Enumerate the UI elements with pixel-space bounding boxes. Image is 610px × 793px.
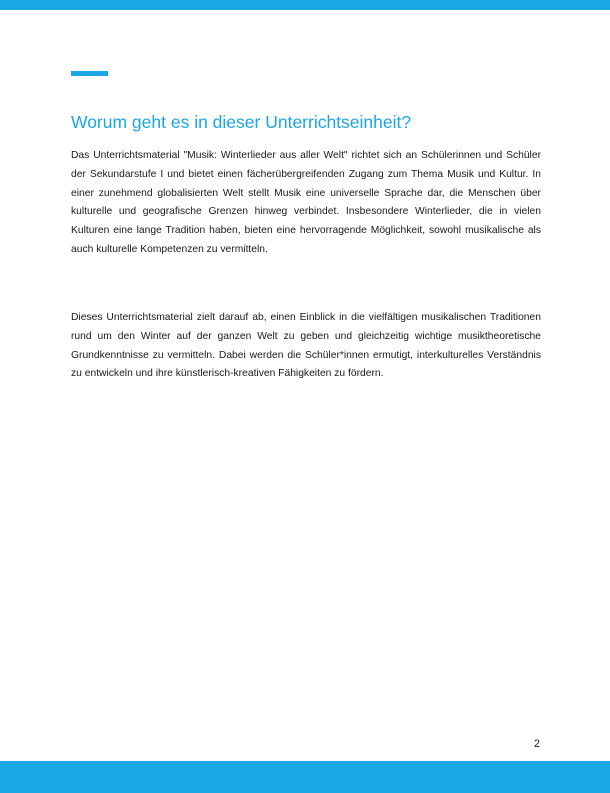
section-heading: Worum geht es in dieser Unterrichtseinheit? bbox=[71, 112, 412, 132]
top-accent-bar bbox=[0, 0, 610, 10]
heading-accent-line bbox=[71, 71, 108, 76]
bottom-accent-bar bbox=[0, 761, 610, 793]
page-number: 2 bbox=[533, 738, 540, 750]
intro-paragraph: Das Unterrichtsmaterial "Musik: Winterlieder aus aller Welt" richtet sich an Schülerinnen und Schüler der Sekundarstufe I und bietet einen fächerübergreifenden Zugang zum Thema Musik und Kultur. In einer zunehmend globalisierten Welt stellt Musik eine universelle Sprache dar, die Menschen über kulturelle und geografische Grenzen hinweg verbindet. Insbesondere Winterlieder, die in vielen Kulturen eine lange Tradition haben, bieten eine hervorragende Möglichkeit, sowohl musikalische als auch kulturelle Kompetenzen zu vermitteln. bbox=[71, 150, 541, 255]
goals-paragraph: Dieses Unterrichtsmaterial zielt darauf ab, einen Einblick in die vielfältigen musikalischen Traditionen rund um den Winter auf der ganzen Welt zu geben und gleichzeitig wichtige musiktheoretische Grundkenntnisse zu vermitteln. Dabei werden die Schüler*innen ermutigt, interkulturelles Verständnis zu entwickeln und ihre künstlerisch-kreativen Fähigkeiten zu fördern. bbox=[71, 312, 541, 380]
